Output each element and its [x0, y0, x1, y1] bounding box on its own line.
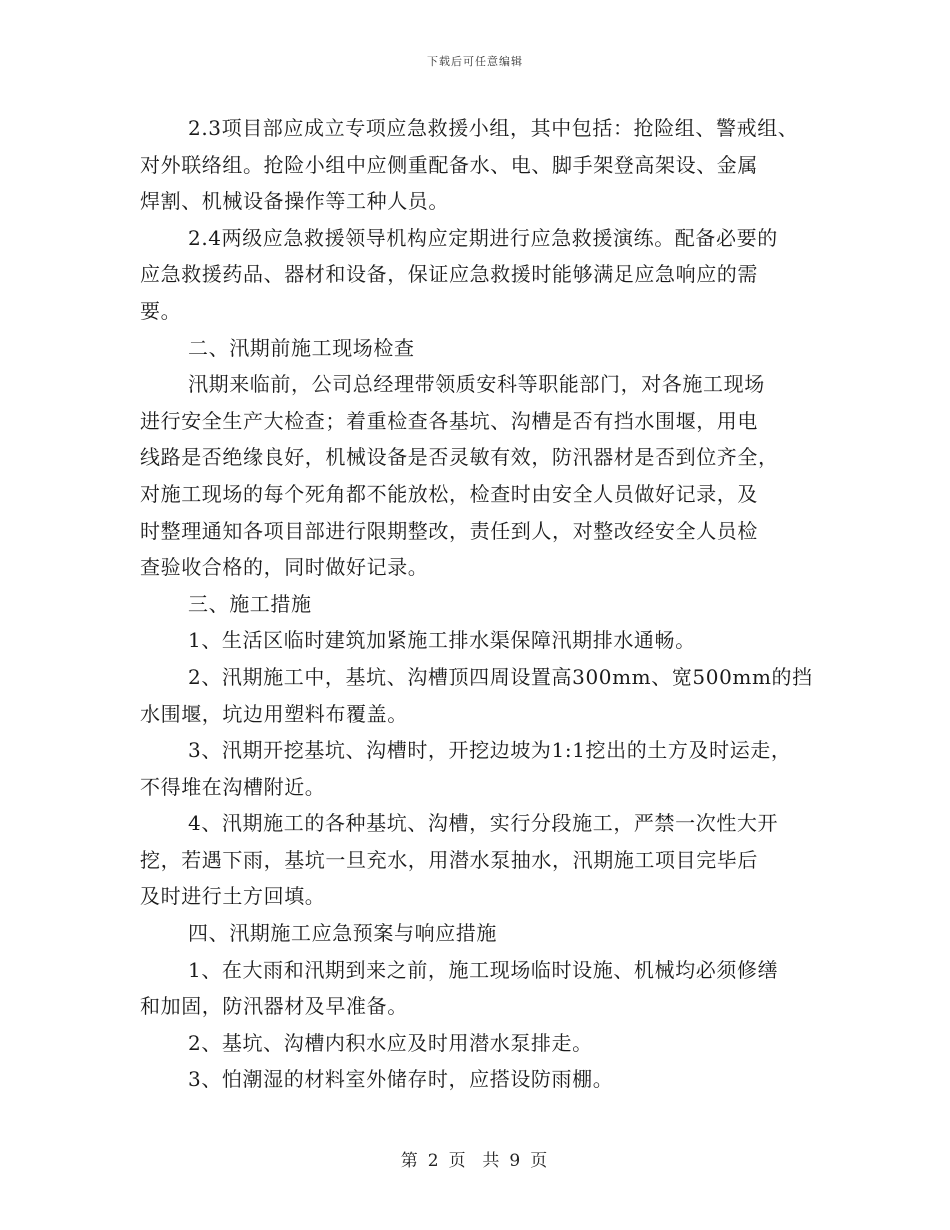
text-line: 对外联络组。抢险小组中应侧重配备水、电、脚手架登高架设、金属: [140, 152, 758, 177]
text-line: 2、基坑、沟槽内积水应及时用潜水泵排走。: [188, 1030, 593, 1055]
text-line: 四、汛期施工应急预案与响应措施: [188, 921, 497, 946]
text-line: 进行安全生产大检查；着重检查各基坑、沟槽是否有挡水围堰，用电: [140, 408, 758, 433]
page-prefix: 第: [400, 1151, 420, 1171]
text-line: 焊割、机械设备操作等工种人员。: [140, 189, 449, 214]
page-footer: [0, 1146, 950, 1171]
text-line: 三、施工措施: [188, 591, 312, 616]
text-line: 1、在大雨和汛期到来之前，施工现场临时设施、机械均必须修缮: [188, 957, 779, 982]
page-total: 9: [509, 1151, 523, 1171]
text-line: 对施工现场的每个死角都不能放松，检查时由安全人员做好记录，及: [140, 481, 758, 506]
text-line: 2.3项目部应成立专项应急救援小组，其中包括：抢险组、警戒组、: [188, 116, 799, 140]
text-line: 水围堰，坑边用塑料布覆盖。: [140, 701, 408, 726]
text-line: 2、汛期施工中，基坑、沟槽顶四周设置高300mm、宽500mm的挡: [188, 664, 813, 689]
text-line: 4、汛期施工的各种基坑、沟槽，实行分段施工，严禁一次性大开: [188, 811, 779, 836]
text-line: 要。: [140, 298, 182, 323]
text-line: 1、生活区临时建筑加紧施工排水渠保障汛期排水通畅。: [188, 628, 696, 653]
text-line: 3、怕潮湿的材料室外储存时，应搭设防雨棚。: [188, 1067, 614, 1092]
text-line: 和加固，防汛器材及早准备。: [140, 994, 408, 1019]
text-line: 线路是否绝缘良好，机械设备是否灵敏有效，防汛器材是否到位齐全，: [140, 445, 779, 470]
page-middle: 页 共: [448, 1151, 502, 1171]
text-line: 3、汛期开挖基坑、沟槽时，开挖边坡为1:1挖出的土方及时运走，: [188, 738, 792, 763]
text-line: 及时进行土方回填。: [140, 884, 326, 909]
text-line: 挖，若遇下雨，基坑一旦充水，用潜水泵抽水，汛期施工项目完毕后: [140, 847, 758, 872]
text-line: 汛期来临前，公司总经理带领质安科等职能部门，对各施工现场: [188, 372, 765, 397]
page-current: 2: [427, 1151, 441, 1171]
text-line: 2.4两级应急救援领导机构应定期进行应急救援演练。配备必要的: [188, 225, 778, 250]
page-suffix: 页: [530, 1151, 550, 1171]
text-line: 不得堆在沟槽附近。: [140, 774, 326, 799]
text-line: 查验收合格的，同时做好记录。: [140, 555, 429, 580]
text-line: 二、汛期前施工现场检查: [188, 335, 415, 360]
header-note: 下载后可任意编辑: [427, 55, 523, 68]
document-body: [140, 110, 830, 1098]
text-line: 应急救援药品、器材和设备，保证应急救援时能够满足应急响应的需: [140, 262, 758, 287]
text-line: 时整理通知各项目部进行限期整改，责任到人，对整改经安全人员检: [140, 518, 758, 543]
